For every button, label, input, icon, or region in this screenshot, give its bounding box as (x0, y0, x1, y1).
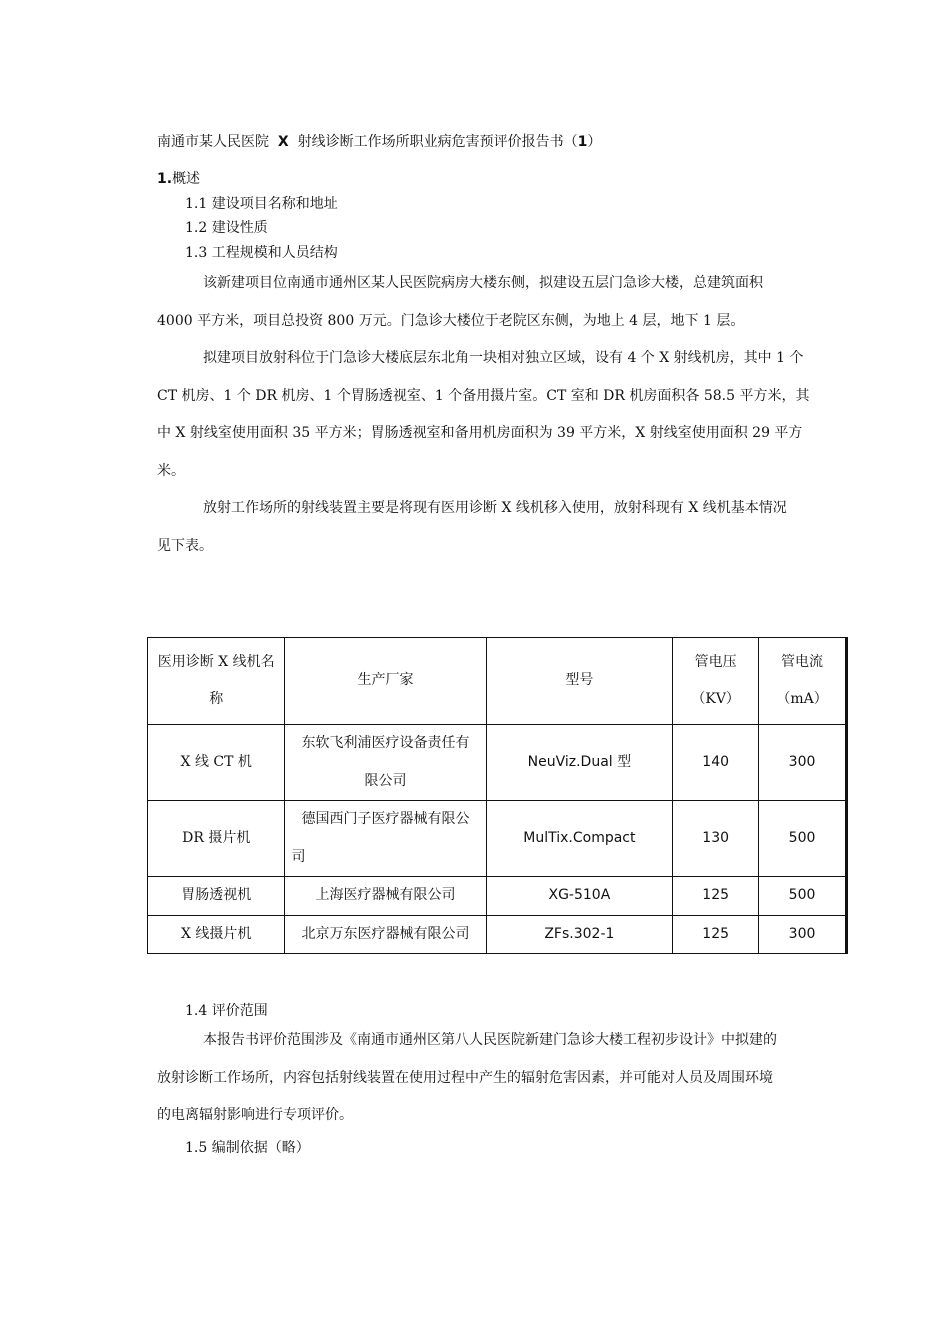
paragraph-line: 的电离辐射影响进行专项评价。 (157, 1107, 353, 1123)
paragraph-line: 米。 (157, 462, 185, 479)
paragraph-line: 该新建项目位南通市通州区某人民医院病房大楼东侧，拟建设五层门急诊大楼，总建筑面积 (203, 275, 763, 291)
header-voltage: 管电压 （KV） (673, 638, 759, 725)
section-heading-1: 1.概述 (157, 171, 201, 187)
cell-name: X 线摄片机 (148, 915, 285, 954)
paragraph-project-scale (157, 265, 797, 340)
paragraph-line: CT 机房、1 个 DR 机房、1 个胃肠透视室、1 个备用摄片室。CT 室和 DR 机房面积各 58.5 平方米，其 (157, 387, 810, 404)
cell-current: 300 (759, 725, 847, 801)
header-current: 管电流 （mA） (759, 638, 847, 725)
paragraph-radiology-rooms (157, 340, 810, 490)
header-model: 型号 (486, 638, 673, 725)
paragraph-evaluation-scope (157, 1022, 797, 1135)
cell-model: XG-510A (486, 877, 673, 916)
cell-voltage: 125 (673, 915, 759, 954)
section-heading-1-3: 1.3 工程规模和人员结构 (185, 245, 338, 261)
section-heading-1-1: 1.1 建设项目名称和地址 (185, 196, 338, 212)
cell-maker: 东软飞利浦医疗设备责任有 限公司 (285, 725, 486, 801)
cell-current: 500 (759, 877, 847, 916)
header-name: 医用诊断 X 线机名 称 (148, 638, 285, 725)
cell-voltage: 125 (673, 877, 759, 916)
section-heading-1-5: 1.5 编制依据（略） (185, 1140, 310, 1156)
paragraph-equipment-intro (157, 490, 797, 565)
cell-name: X 线 CT 机 (148, 725, 285, 801)
paragraph-line: 中 X 射线室使用面积 35 平方米；胃肠透视室和备用机房面积为 39 平方米，X 射线室使用面积 29 平方 (157, 425, 803, 441)
paragraph-line: 见下表。 (157, 537, 213, 554)
cell-voltage: 140 (673, 725, 759, 801)
cell-maker: 上海医疗器械有限公司 (285, 877, 486, 916)
paragraph-line: 放射诊断工作场所，内容包括射线装置在使用过程中产生的辐射危害因素，并可能对人员及周围环境 (157, 1069, 773, 1086)
cell-model: MulTix.Compact (486, 801, 673, 877)
paragraph-line: 本报告书评价范围涉及《南通市通州区第八人民医院新建门急诊大楼工程初步设计》中拟建的 (203, 1032, 777, 1048)
table-row (148, 801, 847, 877)
title-x-letter: X (277, 134, 289, 150)
paragraph-line: 拟建项目放射科位于门急诊大楼底层东北角一块相对独立区域，设有 4 个 X 射线机房，其中 1 个 (203, 350, 804, 366)
cell-voltage: 130 (673, 801, 759, 877)
paragraph-line: 放射工作场所的射线装置主要是将现有医用诊断 X 线机移入使用，放射科现有 X 线机基本情况 (203, 500, 787, 516)
cell-name: DR 摄片机 (148, 801, 285, 877)
table-row (148, 915, 847, 954)
section-heading-1-4: 1.4 评价范围 (185, 1003, 268, 1019)
cell-current: 300 (759, 915, 847, 954)
table-row (148, 877, 847, 916)
header-maker: 生产厂家 (285, 638, 486, 725)
table-header-row (148, 638, 847, 725)
section-heading-1-2: 1.2 建设性质 (185, 220, 268, 236)
cell-maker: 德国西门子医疗器械有限公 司 (285, 801, 486, 877)
document-title: 南通市某人民医院 X 射线诊断工作场所职业病危害预评价报告书（1） (157, 134, 602, 150)
cell-name: 胃肠透视机 (148, 877, 285, 916)
table-row (148, 725, 847, 801)
cell-model: NeuViz.Dual 型 (486, 725, 673, 801)
cell-model: ZFs.302-1 (486, 915, 673, 954)
paragraph-line: 4000 平方米，项目总投资 800 万元。门急诊大楼位于老院区东侧，为地上 4 层，地下 1 层。 (157, 312, 745, 329)
xray-equipment-table (147, 637, 848, 954)
cell-maker: 北京万东医疗器械有限公司 (285, 915, 486, 954)
cell-current: 500 (759, 801, 847, 877)
